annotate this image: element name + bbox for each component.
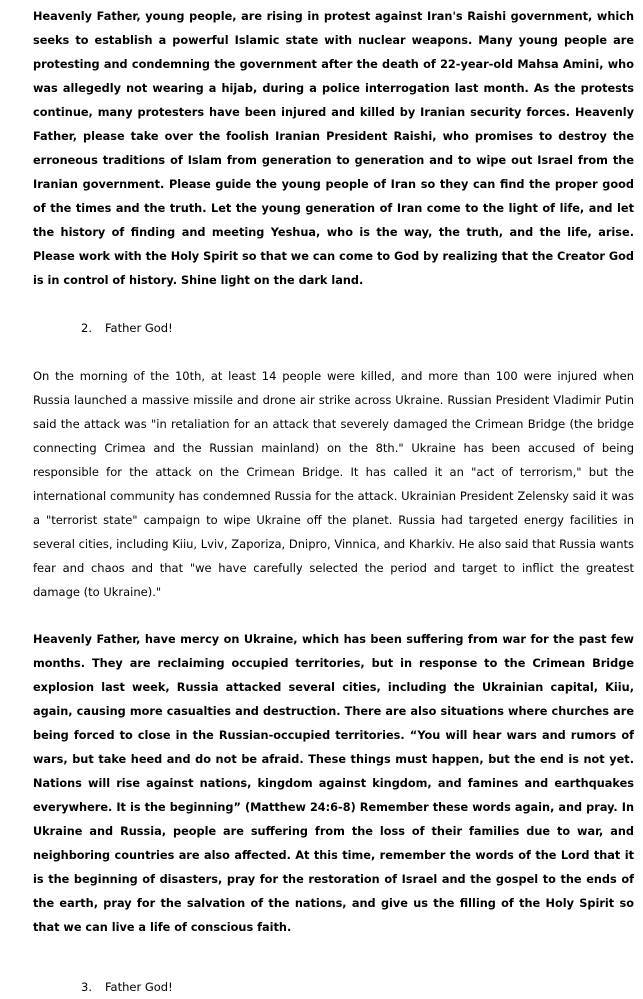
iran-prayer-paragraph: Heavenly Father, young people, are rising in protest against Iran's Raishi government, which seeks to establish a powerful Islamic state with nuclear weapons. Many young people are protesting and condemning the government after the death of 22-year-old Mahsa Amini, who was allegedly not wearing a hijab, during a police interrogation last month. As the protests continue, many protesters have been injured and killed by Iranian security forces. Heavenly Father, please take over the foolish Iranian President Raishi, who promises to destroy the erroneous traditions of Islam from generation to generation and to wipe out Israel from the Iranian government. Please guide the young people of Iran so they can find the proper good of the times and the truth. Let the young generation of Iran come to the light of life, and let the history of finding and meeting Yeshua, who is the way, the truth, and the life, arise. Please work with the Holy Spirit so that we can come to God by realizing that the Creator God is in control of history. Shine light on the dark land.	[33, 10, 634, 287]
spacer	[33, 340, 634, 364]
document-page	[33, 5, 634, 999]
spacer	[33, 940, 634, 975]
spacer	[33, 604, 634, 628]
heading-text: Father God!	[105, 980, 173, 994]
spacer	[33, 293, 634, 316]
heading-number: 3.	[81, 980, 92, 994]
heading-text: Father God!	[105, 321, 173, 335]
ukraine-prayer-paragraph: Heavenly Father, have mercy on Ukraine, which has been suffering from war for the past few months. They are reclaiming occupied territories, but in response to the Crimean Bridge explosion last week, Russia attacked several cities, including the Ukrainian capital, Kiiu, again, causing more casualties and destruction. There are also situations where churches are being forced to close in the Russian-occupied territories. “You will hear wars and rumors of wars, but take heed and do not be afraid. These things must happen, but the end is not yet. Nations will rise against nations, kingdom against kingdom, and famines and earthquakes everywhere. It is the beginning” (Matthew 24:6-8) Remember these words again, and pray. In Ukraine and Russia, people are suffering from the loss of their families due to war, and neighboring countries are also affected. At this time, remember the words of the Lord that it is the beginning of disasters, pray for the restoration of Israel and the gospel to the ends of the earth, pray for the salvation of the nations, and give us the filling of the Holy Spirit so that we can live a life of conscious faith.	[33, 633, 634, 934]
numbered-heading-3	[33, 975, 634, 999]
numbered-heading-2	[33, 316, 634, 340]
ukraine-news-paragraph: On the morning of the 10th, at least 14 people were killed, and more than 100 were injured when Russia launched a massive missile and drone air strike across Ukraine. Russian President Vladimir Putin said the attack was "in retaliation for an attack that severely damaged the Crimean Bridge (the bridge connecting Crimea and the Russian mainland) on the 8th." Ukraine has been accused of being responsible for the attack on the Crimean Bridge. It has called it an "act of terrorism," but the international community has condemned Russia for the attack. Ukrainian President Zelensky said it was a "terrorist state" campaign to wipe Ukraine off the planet. Russia had targeted energy facilities in several cities, including Kiiu, Lviv, Zaporiza, Dnipro, Vinnica, and Kharkiv. He also said that Russia wants fear and chaos and that "we have carefully selected the period and target to inflict the greatest damage (to Ukraine)."	[33, 369, 634, 599]
heading-number: 2.	[81, 321, 92, 335]
